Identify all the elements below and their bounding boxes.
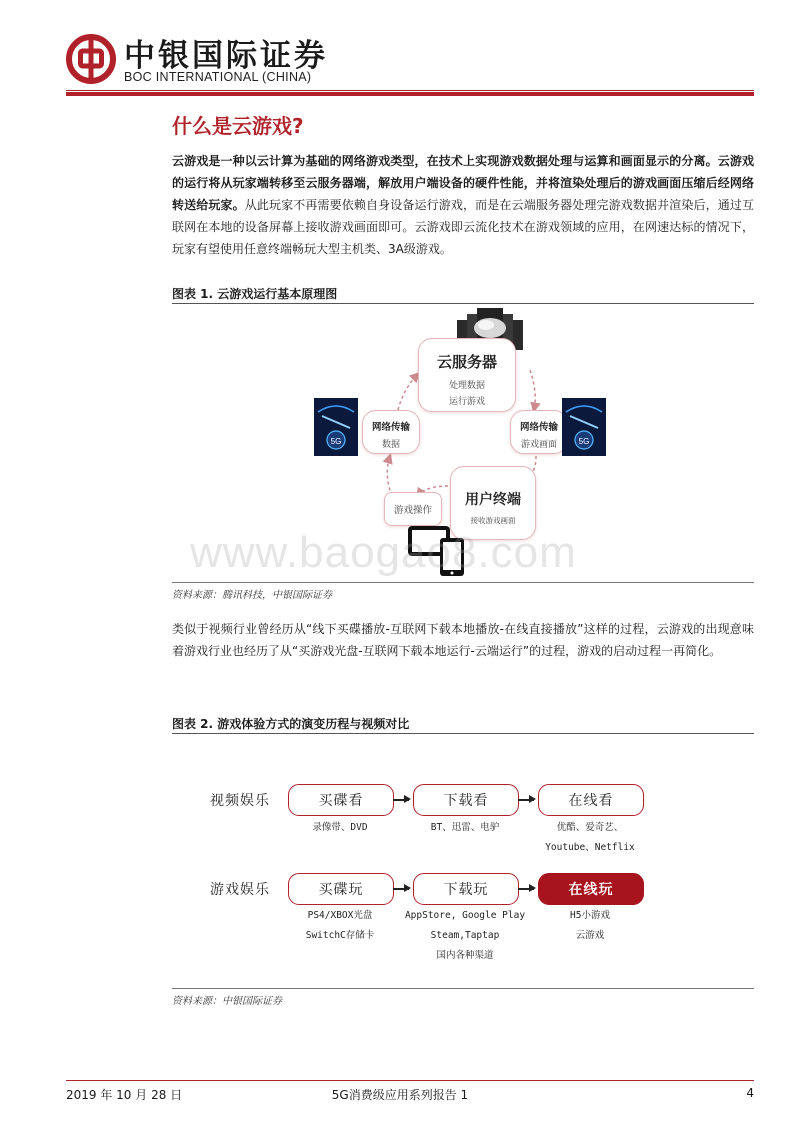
- cloud-server-line1: 处理数据: [448, 381, 485, 391]
- network-video-sub: 游戏画面: [520, 440, 557, 450]
- figure1-title: 图表 1. 云游戏运行基本原理图: [172, 287, 338, 301]
- footer-divider: [66, 1080, 754, 1081]
- game-sub-buy-line2: SwitchC存储卡: [305, 930, 375, 941]
- evolution-paragraph: 类似于视频行业曾经历从“线下买碟播放-互联网下载本地播放-在线直接播放”这样的过程，云游戏的出现意味着游戏行业也经历了从“买游戏光盘-互联网下载本地运行-云端运行”的过程，游戏的启动过程一再简化。: [172, 622, 754, 658]
- user-terminal-title: 用户终端: [465, 492, 521, 508]
- game-sub-buy-line1: PS4/XBOX光盘: [307, 910, 373, 921]
- video-sub-online: [520, 818, 660, 858]
- game-step-download: 下载玩: [413, 873, 519, 905]
- video-step-download: 下载看: [413, 784, 519, 816]
- network-video-title: 网络传输: [519, 422, 558, 433]
- game-sub-online-line2: 云游戏: [575, 930, 605, 941]
- video-sub-download: [395, 818, 535, 838]
- user-terminal-sub: 接收游戏画面: [470, 516, 516, 525]
- footer-report-title: 5G消费级应用系列报告 1: [331, 1088, 469, 1102]
- network-data-sub: 数据: [381, 440, 400, 450]
- video-sub-buy-line: 录像带、DVD: [312, 822, 368, 833]
- badge-5g-left: 5G: [330, 437, 342, 446]
- company-name-cn: 中银国际证券: [124, 38, 328, 74]
- video-sub-online-line1: 优酷、爱奇艺、: [556, 822, 624, 833]
- video-sub-online-line2: Youtube、Netflix: [545, 842, 635, 853]
- video-step-buy: 买碟看: [288, 784, 394, 816]
- intro-paragraph-bold: 云游戏是一种以云计算为基础的网络游戏类型，在技术上实现游戏数据处理与运算和画面显示的分离。云游戏的运行将从玩家端转移至云服务器端，解放用户端设备的硬件性能，并将渲染处理后的游戏画面压缩后经网络转送给玩家。: [172, 154, 754, 212]
- badge-5g-right: 5G: [578, 437, 590, 446]
- video-sub-buy: [270, 818, 410, 838]
- watermark: www.baogao8.com: [190, 528, 577, 577]
- cloud-server-line2: 运行游戏: [448, 397, 485, 407]
- page-number: 4: [746, 1086, 754, 1100]
- section-title: 什么是云游戏?: [172, 114, 304, 138]
- company-name-en: BOC INTERNATIONAL (CHINA): [124, 70, 312, 84]
- game-sub-download-line3: 国内各种渠道: [436, 950, 494, 961]
- footer-date: 2019 年 10 月 28 日: [66, 1088, 183, 1102]
- game-step-online-highlight: 在线玩: [538, 873, 644, 905]
- game-sub-download-line1: AppStore, Google Play: [404, 910, 526, 921]
- game-step-buy: 买碟玩: [288, 873, 394, 905]
- video-step-online: 在线看: [538, 784, 644, 816]
- game-sub-online: [520, 906, 660, 946]
- arrow-icon: [518, 799, 534, 801]
- arrow-icon: [393, 888, 409, 890]
- game-sub-download-line2: Steam,Taptap: [430, 930, 500, 941]
- game-ops-label: 游戏操作: [393, 505, 432, 516]
- figure2-bottom-rule: [172, 988, 754, 989]
- arrow-icon: [393, 799, 409, 801]
- figure2-title: 图表 2. 游戏体验方式的演变历程与视频对比: [172, 717, 410, 731]
- cloud-server-title: 云服务器: [436, 353, 497, 371]
- video-sub-download-line: BT、迅雷、电驴: [430, 822, 500, 833]
- video-row-label: 视频娱乐: [210, 793, 270, 809]
- figure2-source: 资料来源：中银国际证券: [172, 996, 282, 1007]
- network-data-title: 网络传输: [371, 422, 410, 433]
- arrow-icon: [518, 888, 534, 890]
- intro-paragraph-normal: 从此玩家不再需要依赖自身设备运行游戏，而是在云端服务器处理完游戏数据并渲染后，通过互联网在本地的设备屏幕上接收游戏画面即可。云游戏即云流化技术在游戏领域的应用，在网速达标的情况下，玩家有望使用任意终端畅玩大型主机类、3A级游戏。: [172, 198, 754, 256]
- game-sub-online-line1: H5小游戏: [570, 910, 610, 921]
- game-row-label: 游戏娱乐: [210, 882, 270, 898]
- figure1-source: 资料来源：腾讯科技，中银国际证券: [172, 590, 332, 601]
